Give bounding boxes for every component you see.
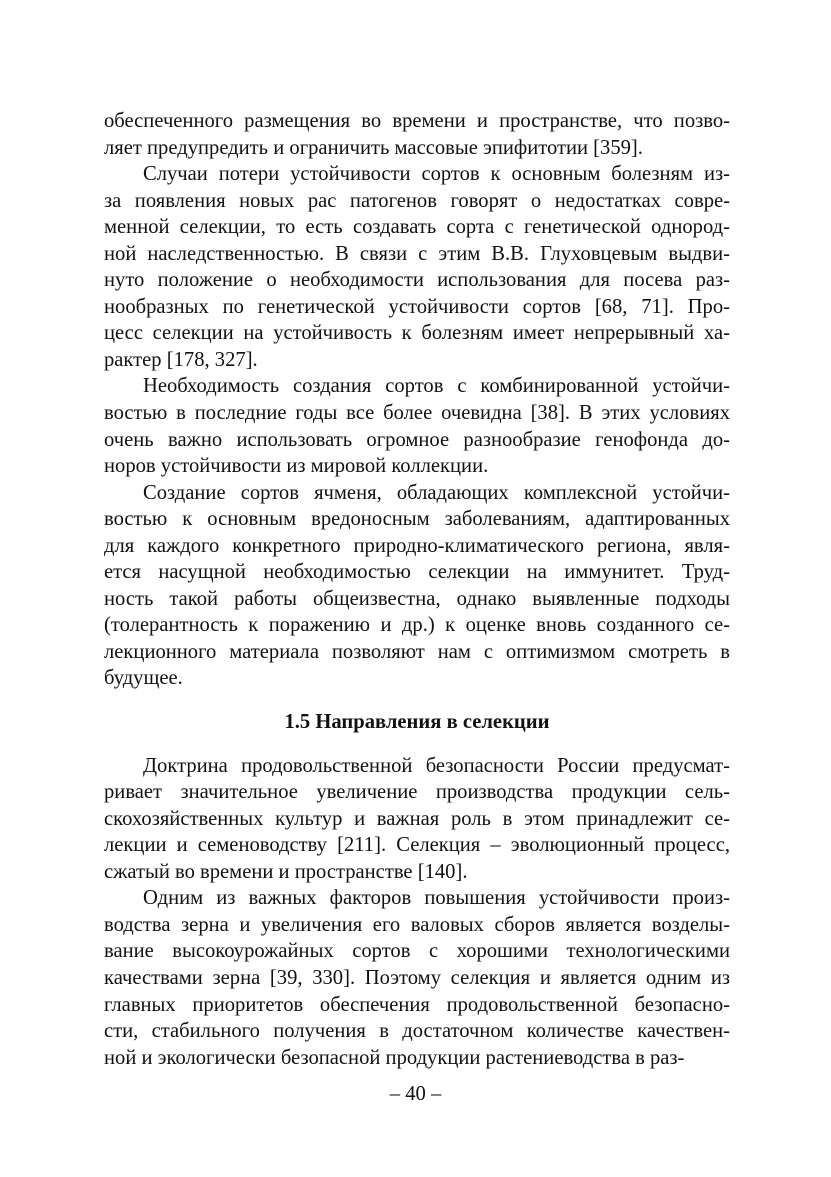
text-line: ной наследственностью. В связи с этим В.В. Глуховцевым выдви-	[104, 242, 730, 265]
paragraph	[104, 373, 730, 479]
book-page	[104, 108, 730, 1071]
text-line: цесс селекции на устойчивость к болезням имеет непрерывный ха-	[104, 322, 730, 345]
text-line: сти, стабильного получения в достаточном количестве качествен-	[104, 1020, 730, 1043]
paragraph	[104, 108, 730, 161]
paragraph	[104, 885, 730, 1071]
text-line: менной селекции, то есть создавать сорта с генетической однород-	[104, 216, 730, 239]
text-line: очень важно использовать огромное разнообразие генофонда до-	[104, 428, 730, 451]
text-line: сжатый во времени и пространстве [140].	[104, 860, 468, 883]
text-line: лекции и семеноводству [211]. Селекция – эволюционный процесс,	[104, 834, 730, 857]
text-line: водства зерна и увеличения его валовых сборов является возделы-	[104, 913, 730, 936]
paragraph	[104, 480, 730, 692]
text-line: главных приоритетов обеспечения продовольственной безопасно-	[104, 993, 730, 1016]
text-line: Одним из важных факторов повышения устойчивости произ-	[143, 887, 730, 910]
text-line: скохозяйственных культур и важная роль в этом принадлежит се-	[104, 807, 730, 830]
text-line: будущее.	[104, 667, 183, 690]
text-line: Доктрина продовольственной безопасности России предусмат-	[143, 754, 730, 777]
text-line: нообразных по генетической устойчивости сортов [68, 71]. Про-	[104, 295, 730, 318]
text-line: для каждого конкретного природно-климатического региона, явля-	[104, 534, 730, 557]
paragraph	[104, 753, 730, 886]
text-line: обеспеченного размещения во времени и пространстве, что позво-	[104, 110, 730, 132]
text-line: Создание сортов ячменя, обладающих комплексной устойчи-	[143, 481, 730, 504]
text-line: востью к основным вредоносным заболеваниям, адаптированных	[104, 508, 730, 531]
page-number: – 40 –	[389, 1083, 442, 1105]
text-line: (толерантность к поражению и др.) к оценке вновь созданного се-	[104, 614, 730, 637]
text-line: норов устойчивости из мировой коллекции.	[104, 455, 489, 478]
text-line: Случаи потери устойчивости сортов к основным болезням из-	[143, 163, 730, 186]
text-line: ной и экологически безопасной продукции растениеводства в раз-	[104, 1046, 685, 1069]
text-line: за появления новых рас патогенов говорят о недостатках совре-	[104, 189, 730, 212]
text-line: вание высокоурожайных сортов с хорошими технологическими	[104, 940, 730, 963]
body-text-after-heading	[104, 753, 730, 1072]
text-line: лекционного материала позволяют нам с оптимизмом смотреть в	[104, 640, 730, 663]
section-heading: 1.5 Направления в селекции	[284, 711, 550, 734]
text-line: нуто положение о необходимости использования для посева раз-	[104, 269, 730, 292]
text-line: ривает значительное увеличение производства продукции сель-	[104, 781, 730, 804]
text-line: ность такой работы общеизвестна, однако выявленные подходы	[104, 587, 730, 610]
text-line: Необходимость создания сортов с комбинированной устойчи-	[143, 375, 730, 398]
text-line: востью в последние годы все более очевидна [38]. В этих условиях	[104, 402, 730, 425]
text-line: рактер [178, 327].	[104, 348, 258, 371]
body-text-before-heading	[104, 108, 730, 692]
text-line: ляет предупредить и ограничить массовые эпифитотии [359].	[104, 136, 643, 159]
paragraph	[104, 161, 730, 373]
text-line: ется насущной необходимостью селекции на иммунитет. Труд-	[104, 561, 730, 584]
text-line: качествами зерна [39, 330]. Поэтому селекция и является одним из	[104, 966, 730, 989]
